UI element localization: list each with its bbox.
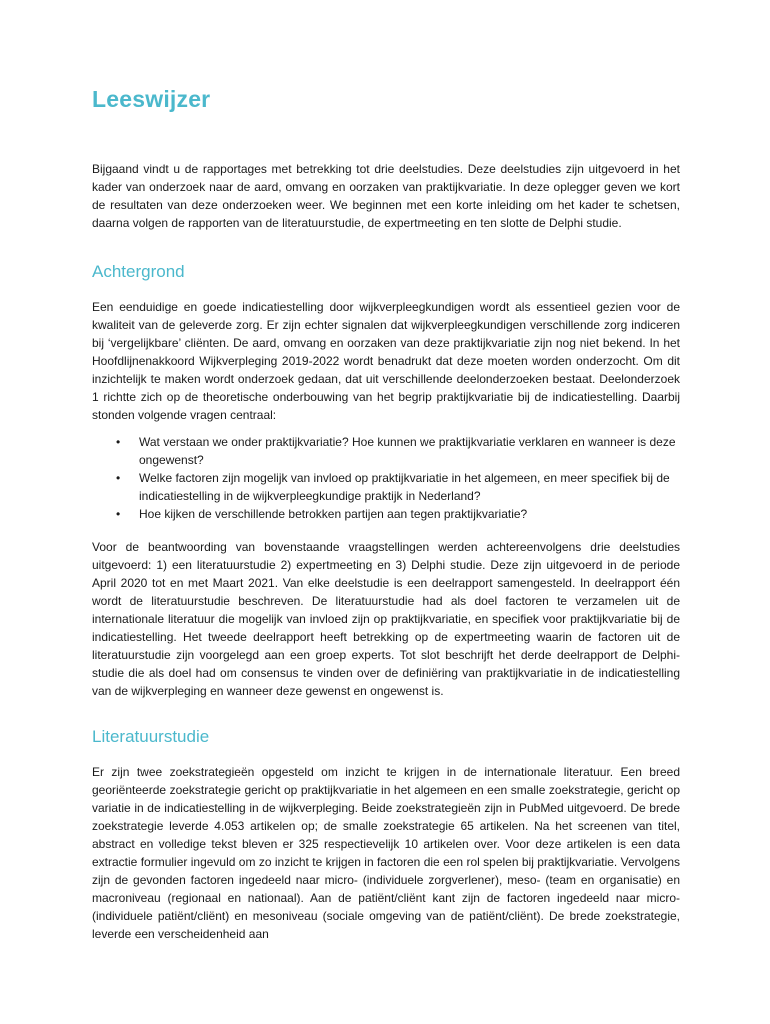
list-item: [92, 469, 680, 505]
list-item-text: Welke factoren zijn mogelijk van invloed op praktijkvariatie in het algemeen, en meer specifiek bij de indicatiestelling in de wijkverpleegkundige praktijk in Nederland?: [139, 471, 670, 503]
list-item: [92, 433, 680, 469]
bullet-icon: •: [116, 435, 121, 449]
achtergrond-paragraph-1: Een eenduidige en goede indicatiestelling door wijkverpleegkundigen wordt als essentieel gezien voor de kwaliteit van de geleverde zorg. Er zijn echter signalen dat wijkverpleegkundigen verschillende zorg indiceren bij ‘vergelijkbare’ cliënten. De aard, omvang en oorzaken van deze praktijkvariatie zijn nog niet bekend. In het Hoofdlijnenakkoord Wijkverpleging 2019-2022 wordt benadrukt dat deze moeten worden onderzocht. Om dit inzichtelijk te maken wordt onderzoek gedaan, dat uit verschillende deelonderzoeken bestaat. Deelonderzoek 1 richtte zich op de theoretische onderbouwing van het begrip praktijkvariatie bij de indicatiestelling. Daarbij stonden volgende vragen centraal:: [92, 300, 680, 422]
research-questions-list: [92, 433, 680, 523]
list-item-text: Wat verstaan we onder praktijkvariatie? Hoe kunnen we praktijkvariatie verklaren en wanneer is deze ongewenst?: [139, 435, 676, 467]
section-heading-literatuurstudie: Literatuurstudie: [92, 727, 210, 746]
bullet-icon: •: [116, 471, 121, 485]
page-title: Leeswijzer: [92, 86, 211, 112]
list-item-text: Hoe kijken de verschillende betrokken partijen aan tegen praktijkvariatie?: [139, 507, 528, 521]
list-item: [92, 505, 680, 523]
section-heading-achtergrond: Achtergrond: [92, 262, 185, 281]
bullet-icon: •: [116, 507, 121, 521]
literatuurstudie-paragraph-1: Er zijn twee zoekstrategieën opgesteld om inzicht te krijgen in de internationale literatuur. Een breed georiënteerde zoekstrategie gericht op praktijkvariatie in het algemeen en een smalle zoekstrategie, gericht op variatie in de indicatiestelling in de wijkverpleging. Beide zoekstrategieën zijn in PubMed uitgevoerd. De brede zoekstrategie leverde 4.053 artikelen op; de smalle zoekstrategie 65 artikelen. Na het screenen van titel, abstract en volledige tekst bleven er 325 respectievelijk 10 artikelen over. Voor deze artikelen is een data extractie formulier ingevuld om zo inzicht te krijgen in factoren die een rol spelen bij praktijkvariatie. Vervolgens zijn de gevonden factoren ingedeeld naar micro- (individuele zorgverlener), meso- (team en organisatie) en macroniveau (regionaal en nationaal). Aan de patiënt/cliënt kant zijn de factoren ingedeeld naar micro- (individuele patiënt/cliënt) en mesoniveau (sociale omgeving van de patiënt/cliënt). De brede zoekstrategie, leverde een verscheidenheid aan: [92, 765, 680, 941]
achtergrond-paragraph-2: Voor de beantwoording van bovenstaande vraagstellingen werden achtereenvolgens drie deelstudies uitgevoerd: 1) een literatuurstudie 2) expertmeeting en 3) Delphi studie. Deze zijn uitgevoerd in de periode April 2020 tot en met Maart 2021. Van elke deelstudie is een deelrapport samengesteld. In deelrapport één wordt de literatuurstudie beschreven. De literatuurstudie had als doel factoren te verzamelen uit de internationale literatuur die mogelijk van invloed zijn op praktijkvariatie, en specifiek voor praktijkvariatie bij de indicatiestelling. Het tweede deelrapport heeft betrekking op de expertmeeting waarin de factoren uit de literatuurstudie zijn voorgelegd aan een groep experts. Tot slot beschrijft het derde deelrapport de Delphi-studie die als doel had om consensus te vinden over de definiëring van praktijkvariatie in de indicatiestelling van de wijkverpleging en wanneer deze gewenst en ongewenst is.: [92, 540, 680, 698]
intro-paragraph: Bijgaand vindt u de rapportages met betrekking tot drie deelstudies. Deze deelstudies zijn uitgevoerd in het kader van onderzoek naar de aard, omvang en oorzaken van praktijkvariatie. In deze oplegger geven we kort de resultaten van deze onderzoeken weer. We beginnen met een korte inleiding om het kader te schetsen, daarna volgen de rapporten van de literatuurstudie, de expertmeeting en ten slotte de Delphi studie.: [92, 162, 680, 230]
